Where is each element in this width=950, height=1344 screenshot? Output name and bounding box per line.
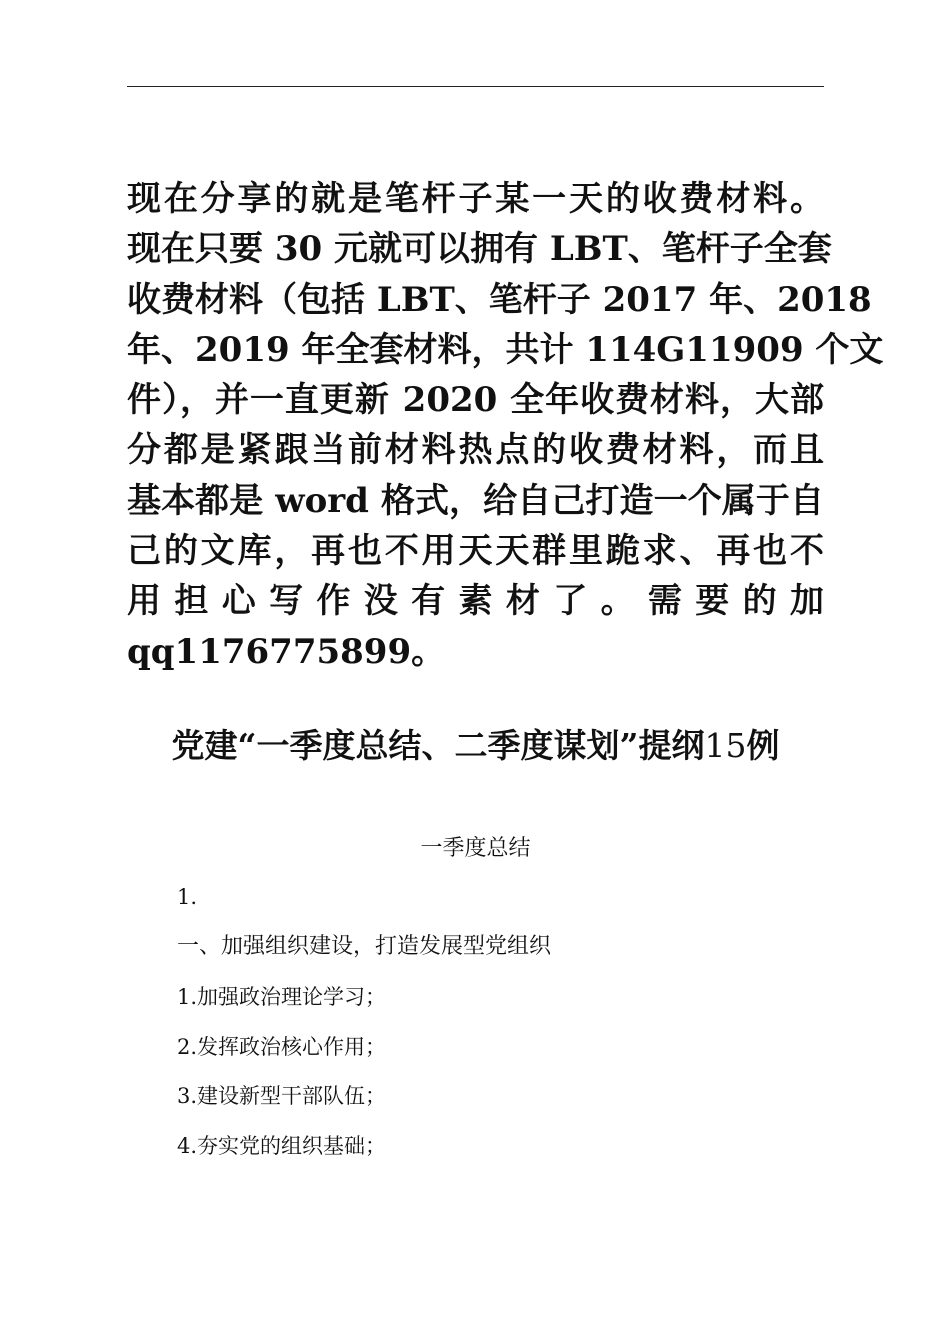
promo-paragraph: [127, 174, 884, 677]
promo-line: 己的文库，再也不用天天群里跪求、再也不: [127, 531, 824, 572]
promo-line: 基本都是 word 格式，给自己打造一个属于自: [127, 480, 824, 521]
promo-line: 用担心写作没有素材了。需要的加: [127, 581, 824, 622]
promo-line: 现在只要 30 元就可以拥有 LBT、笔杆子全套: [127, 229, 832, 270]
promo-line: qq1176775899。: [127, 631, 446, 672]
promo-line: 年、2019 年全套材料，共计 114G11909 个文: [127, 329, 884, 370]
item-number: 1.: [177, 885, 198, 909]
sub-item: 3.建设新型干部队伍；: [177, 1084, 387, 1108]
sub-item: 4.夯实党的组织基础；: [177, 1134, 387, 1158]
promo-line: 分都是紧跟当前材料热点的收费材料，而且: [127, 430, 824, 471]
section-heading: 一季度总结: [420, 836, 531, 861]
document-title: [127, 724, 824, 768]
header-rule: [127, 86, 824, 87]
part-heading: 一、加强组织建设，打造发展型党组织: [177, 934, 552, 959]
document-title-count: 15: [704, 726, 747, 765]
promo-line: 收费材料（包括 LBT、笔杆子 2017 年、2018: [127, 279, 872, 320]
document-title-suffix: 例: [746, 726, 780, 765]
document-title-main: 党建“一季度总结、二季度谋划”提纲: [171, 726, 705, 765]
promo-line: 件），并一直更新 2020 全年收费材料，大部: [127, 380, 824, 421]
sub-item: 1.加强政治理论学习；: [177, 985, 387, 1009]
promo-line: 现在分享的就是笔杆子某一天的收费材料。: [127, 179, 824, 219]
sub-item: 2.发挥政治核心作用；: [177, 1035, 387, 1059]
